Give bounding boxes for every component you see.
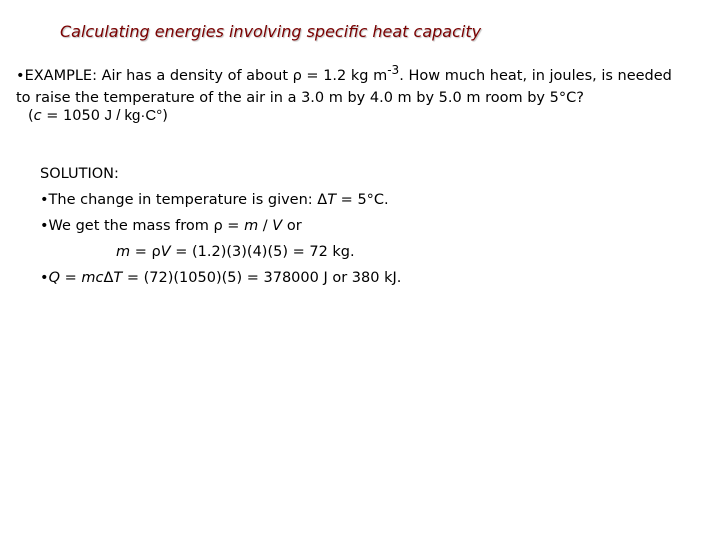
l2-m: m	[244, 218, 259, 234]
bullet: •	[16, 67, 25, 84]
example-text-1-end: . How much heat, in joules, is needed	[399, 67, 672, 84]
given-value: = 1050	[41, 108, 105, 124]
solution-line-1	[40, 187, 401, 213]
solution-heading: SOLUTION:	[40, 166, 119, 182]
l4-delta: Δ	[103, 270, 114, 286]
l2-slash: /	[258, 218, 273, 234]
l4-bullet: •	[40, 270, 49, 286]
exponent: -3	[387, 63, 400, 77]
l2-post: or	[282, 218, 302, 234]
solution-line-2	[40, 213, 401, 239]
l2-pre: •We get the mass from ρ =	[40, 218, 245, 234]
l1-pre: •The change in temperature is given: Δ	[40, 192, 328, 208]
example-text-2: to raise the temperature of the air in a 3.0 m by 4.0 m by 5.0 m room by 5°C?	[16, 89, 584, 106]
paren-open: (	[28, 108, 34, 124]
example-paragraph	[16, 59, 706, 109]
solution-block	[40, 161, 401, 291]
paren-close: )	[162, 108, 168, 124]
l2-V: V	[272, 218, 283, 234]
solution-line-3	[40, 239, 401, 265]
l4-T: T	[113, 270, 123, 286]
l4-post: = (72)(1050)(5) = 378000 J or 380 kJ.	[122, 270, 402, 286]
l4-eq: =	[59, 270, 82, 286]
given-unit: J / kg·C°	[104, 107, 163, 124]
solution-line-4	[40, 265, 401, 291]
l3-m: m	[116, 244, 131, 260]
slide-title: Calculating energies involving specific heat capacity	[60, 22, 482, 41]
given-specific-heat	[28, 107, 168, 124]
l1-var: T	[327, 192, 337, 208]
var-c: c	[33, 108, 42, 124]
l4-mc: mc	[81, 270, 104, 286]
l4-Q: Q	[48, 270, 60, 286]
l3-V: V	[160, 244, 171, 260]
example-text-1: EXAMPLE: Air has a density of about ρ = 1.2 kg m	[24, 67, 388, 84]
l1-post: = 5°C.	[336, 192, 389, 208]
l3-post: = (1.2)(3)(4)(5) = 72 kg.	[170, 244, 355, 260]
l3-mid: = ρ	[130, 244, 161, 260]
